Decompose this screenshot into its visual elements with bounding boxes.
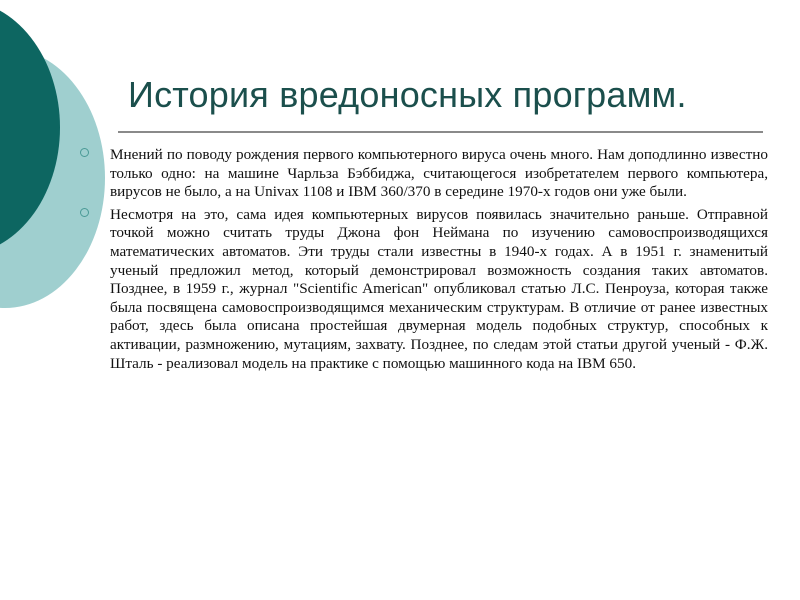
bullet-text: Несмотря на это, сама идея компьютерных вирусов появилась значительно раньше. Отправной точкой можно считать труды Джона фон Неймана по изучению самовоспроизводящихся математических автоматов. Эти труды стали известны в 1940-х годах. А в 1951 г. знаменитый ученый предложил метод, который демонстрировал возможность создания таких автоматов. Позднее, в 1959 г., журнал "Scientific American" опубликовал статью Л.С. Пенроуза, которая также была посвящена самовоспроизводящимся механическим структурам. В отличие от ранее известных работ, здесь была описана простейшая двумерная модель подобных структур, способных к активации, размножению, мутациям, захвату. Позднее, по следам этой статьи другой ученый - Ф.Ж. Шталь - реализовал модель на практике с помощью машинного кода на IBM 650. bbox=[110, 205, 768, 372]
slide-body bbox=[76, 146, 768, 377]
slide-title: История вредоносных программ. bbox=[128, 74, 687, 115]
bullet-item bbox=[76, 206, 768, 373]
title-divider bbox=[118, 131, 763, 133]
bullet-text: Мнений по поводу рождения первого компьютерного вируса очень много. Нам доподлинно известно только одно: на машине Чарльза Бэббиджа, считающегося изобретателем первого компьютера, вирусов не было, а на Univax 1108 и IBM 360/370 в середине 1970-х годов они уже были. bbox=[110, 146, 768, 201]
bullet-item bbox=[76, 146, 768, 202]
hollow-circle-bullet-icon bbox=[80, 148, 89, 157]
hollow-circle-bullet-icon bbox=[80, 208, 89, 217]
